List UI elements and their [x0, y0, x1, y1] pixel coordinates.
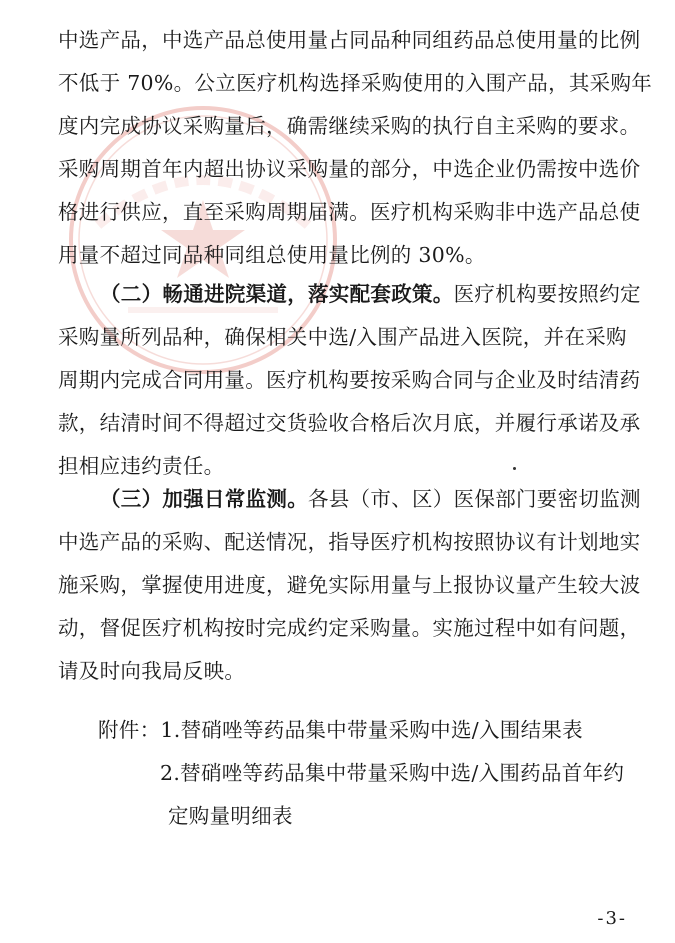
- para1-line-1: 中选产品，中选产品总使用量占同品种同组药品总使用量的比例: [58, 28, 641, 52]
- page-number: -3-: [597, 908, 627, 929]
- attachment-item-2-line-2: 定购量明细表: [168, 804, 293, 828]
- para2-first-line-rest: 医疗机构要按照约定: [453, 282, 641, 306]
- para3-first-line-rest: 各县（市、区）医保部门要密切监测: [308, 487, 641, 511]
- para1-line-6: 用量不超过同品种同组总使用量比例的 30%。: [58, 243, 486, 267]
- para1-line-2: 不低于 70%。公立医疗机构选择采购使用的入围产品，其采购年: [58, 71, 653, 95]
- attachment-label: 附件：: [98, 718, 161, 742]
- para3-line-2: 中选产品的采购、配送情况，指导医疗机构按照协议有计划地实: [58, 530, 641, 554]
- para2-line-5: 担相应违约责任。: [58, 454, 225, 478]
- para1-line-4: 采购周期首年内超出协议采购量的部分，中选企业仍需按中选价: [58, 157, 641, 181]
- para3-line-1: [100, 484, 641, 514]
- para3-line-3: 施采购，掌握使用进度，避免实际用量与上报协议量产生较大波: [58, 573, 641, 597]
- para1-line-5: 格进行供应，直至采购周期届满。医疗机构采购非中选产品总使: [58, 200, 641, 224]
- attachment-item-2-line-1: 2.替硝唑等药品集中带量采购中选/入围药品首年约: [160, 761, 625, 785]
- stray-mark: [513, 467, 516, 470]
- para3-line-4: 动，督促医疗机构按时完成约定采购量。实施过程中如有问题，: [58, 616, 641, 640]
- para3-line-5: 请及时向我局反映。: [58, 659, 246, 683]
- para2-line-2: 采购量所列品种，确保相关中选/入围产品进入医院，并在采购: [58, 325, 627, 349]
- para1-line-3: 度内完成协议采购量后，确需继续采购的执行自主采购的要求。: [58, 114, 641, 138]
- attachment-line-1: [98, 715, 583, 745]
- attachment-item-1: 1.替硝唑等药品集中带量采购中选/入围结果表: [160, 718, 583, 742]
- para2-line-3: 周期内完成合同用量。医疗机构要按采购合同与企业及时结清药: [58, 368, 641, 392]
- para2-heading: （二）畅通进院渠道，落实配套政策。: [100, 282, 454, 306]
- para2-line-4: 款，结清时间不得超过交货验收合格后次月底，并履行承诺及承: [58, 411, 641, 435]
- para2-line-1: [100, 279, 641, 309]
- para3-heading: （三）加强日常监测。: [100, 487, 308, 511]
